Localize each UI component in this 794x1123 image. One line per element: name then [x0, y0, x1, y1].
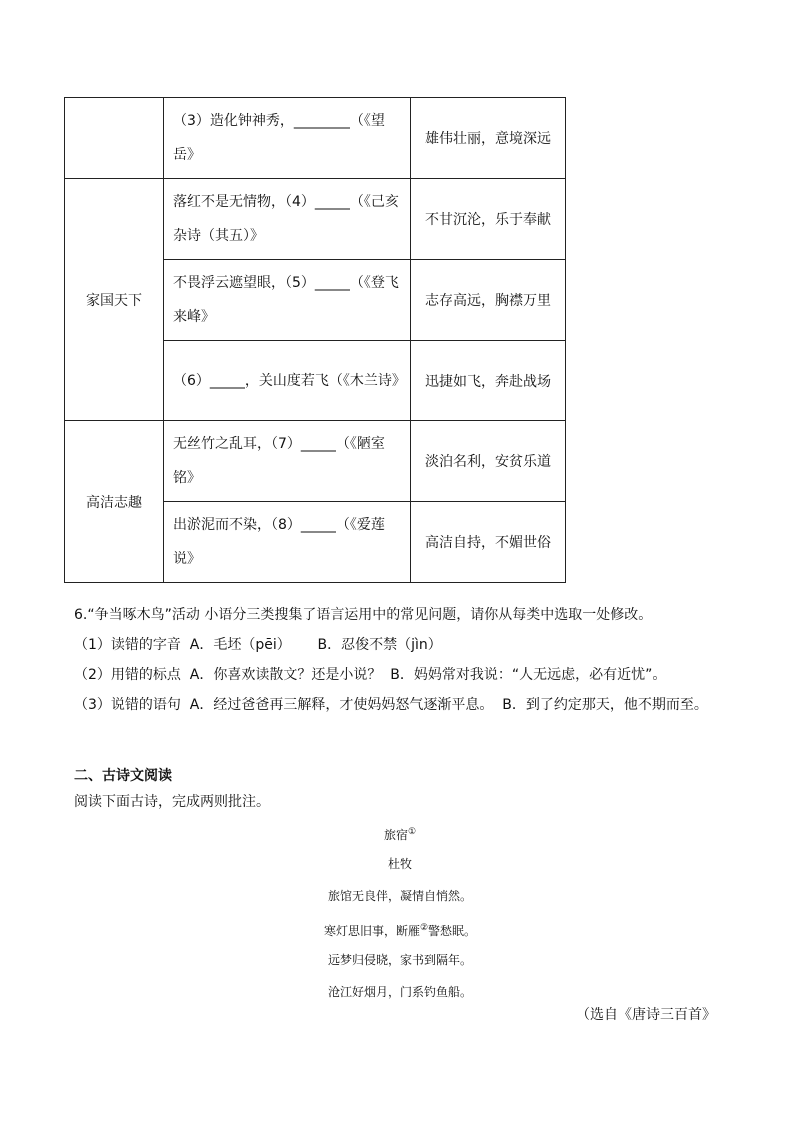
verse-cell: （3）造化钟神秀，________（《望岳》	[164, 98, 411, 179]
meaning-cell: 高洁自持，不媚世俗	[411, 502, 566, 583]
section-ancient-poetry	[74, 763, 270, 815]
section-title: 二、古诗文阅读	[74, 768, 172, 784]
verse-cell: （6）_____，关山度若飞（《木兰诗》	[164, 341, 411, 421]
verse-cell: 出淤泥而不染，（8）_____（《爱莲说》	[164, 502, 411, 583]
meaning-cell: 淡泊名利，安贫乐道	[411, 421, 566, 502]
meaning-cell: 志存高远，胸襟万里	[411, 260, 566, 341]
poem-line	[290, 912, 510, 944]
poem-line: 远梦归侵晓，家书到隔年。	[327, 953, 472, 967]
table-row	[65, 98, 566, 179]
poem-block	[290, 816, 510, 1008]
poem-line: 旅馆无良伴，凝情自悄然。	[327, 889, 472, 903]
meaning-cell: 迅捷如飞，奔赴战场	[411, 341, 566, 421]
meaning-cell: 雄伟壮丽，意境深远	[411, 98, 566, 179]
poem-source: （选自《唐诗三百首》	[576, 1007, 716, 1023]
section-instruction: 阅读下面古诗，完成两则批注。	[74, 794, 270, 810]
poem-line: 沧江好烟月，门系钓鱼船。	[327, 985, 472, 999]
category-cell: 家国天下	[65, 179, 164, 421]
meaning-cell: 不甘沉沦，乐于奉献	[411, 179, 566, 260]
poem-theme-table	[64, 97, 566, 583]
question-item: （3）说错的语句 A．经过爸爸再三解释，才使妈妈怒气逐渐平息。 B．到了约定那天，他不期而至。	[74, 697, 708, 713]
verse-cell: 无丝竹之乱耳，（7）_____（《陋室铭》	[164, 421, 411, 502]
table-row	[65, 421, 566, 502]
category-cell: 高洁志趣	[65, 421, 164, 583]
category-cell-empty	[65, 98, 164, 179]
verse-cell: 不畏浮云遮望眼，（5）_____（《登飞来峰》	[164, 260, 411, 341]
question-stem: 6.“争当啄木鸟”活动 小语分三类搜集了语言运用中的常见问题，请你从每类中选取一处修改。	[74, 607, 653, 623]
question-item: （2）用错的标点 A．你喜欢读散文？还是小说？ B．妈妈常对我说：“人无远虑，必有近忧”。	[74, 667, 667, 683]
poem-author: 杜牧	[387, 857, 412, 871]
verse-cell: 落红不是无情物，（4）_____（《己亥杂诗（其五）》	[164, 179, 411, 260]
question-item: （1）读错的字音 A．毛坯（pēi） B．忍俊不禁（jìn）	[74, 637, 442, 653]
footnote-marker: ②	[419, 923, 429, 933]
question-6	[74, 600, 754, 720]
poem-title-line	[290, 816, 510, 848]
poem-title: 旅宿	[383, 828, 408, 842]
poem-line-part: 寒灯思旧事，断雁	[323, 924, 420, 938]
table-row	[65, 179, 566, 260]
poem-line-part: 警愁眠。	[428, 924, 477, 938]
footnote-marker: ①	[407, 827, 417, 837]
